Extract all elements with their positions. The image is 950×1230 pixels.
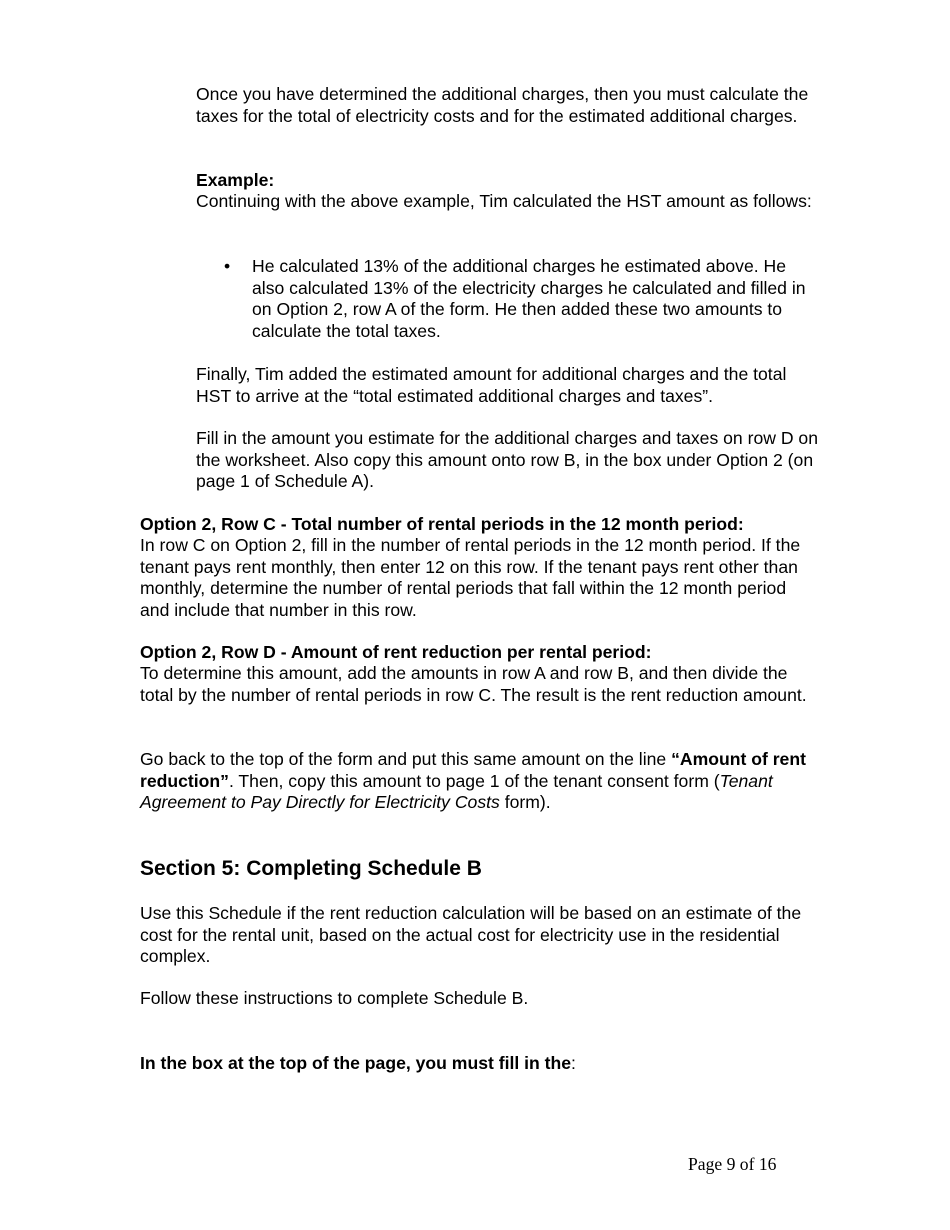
example-text: Continuing with the above example, Tim calculated the HST amount as follows: — [196, 191, 812, 211]
intro-paragraph: Once you have determined the additional charges, then you must calculate the taxes for the total of electricity costs and for the estimated additional charges. — [196, 84, 809, 126]
box-instruction — [140, 1053, 820, 1075]
go-back-suffix: form). — [499, 792, 551, 812]
page-number: Page 9 of 16 — [688, 1154, 777, 1174]
section-5-heading: Section 5: Completing Schedule B — [140, 857, 482, 880]
amount-of-rent-reduction-label: “Amount of rent reduction” — [140, 749, 806, 791]
go-back-prefix: Go back to the top of the form and put this same amount on the line — [140, 749, 672, 769]
section-5-intro: Use this Schedule if the rent reduction calculation will be based on an estimate of the cost for the rental unit, based on the actual cost for electricity use in the residential complex. — [140, 903, 802, 966]
tenant-agreement-form-name: Tenant Agreement to Pay Directly for Electricity Costs — [140, 770, 773, 812]
fill-in-paragraph: Fill in the amount you estimate for the additional charges and taxes on row D on the worksheet. Also copy this amount onto row B, in the box under Option 2 (on page 1 of Schedule A). — [196, 428, 818, 491]
row-d-text: To determine this amount, add the amounts in row A and row B, and then divide the total by the number of rental periods in row C. The result is the rent reduction amount. — [140, 663, 807, 705]
example-label: Example: — [196, 170, 275, 190]
finally-paragraph: Finally, Tim added the estimated amount for additional charges and the total HST to arrive at the “total estimated additional charges and taxes”. — [196, 364, 787, 406]
bullet-dot-icon: • — [224, 256, 231, 276]
section-5-instructions: Follow these instructions to complete Schedule B. — [140, 988, 529, 1008]
row-c-text: In row C on Option 2, fill in the number of rental periods in the 12 month period. If the tenant pays rent monthly, then enter 12 on this row. If the tenant pays rent other than monthly, determine the number of rental periods that fall within the 12 month period and include that number in this row. — [140, 535, 801, 620]
box-instruction-colon: : — [571, 1053, 576, 1073]
go-back-paragraph — [140, 749, 820, 814]
box-instruction-bold: In the box at the top of the page, you must fill in the — [140, 1053, 572, 1073]
row-d-heading: Option 2, Row D - Amount of rent reduction per rental period: — [140, 642, 652, 662]
bullet-text: He calculated 13% of the additional charges he estimated above. He also calculated 13% of the electricity charges he calculated and filled in on Option 2, row A of the form. He then added these two amounts to calculate the total taxes. — [252, 256, 806, 341]
go-back-middle: . Then, copy this amount to page 1 of the tenant consent form ( — [228, 770, 720, 791]
row-c-heading: Option 2, Row C - Total number of rental periods in the 12 month period: — [140, 514, 744, 534]
